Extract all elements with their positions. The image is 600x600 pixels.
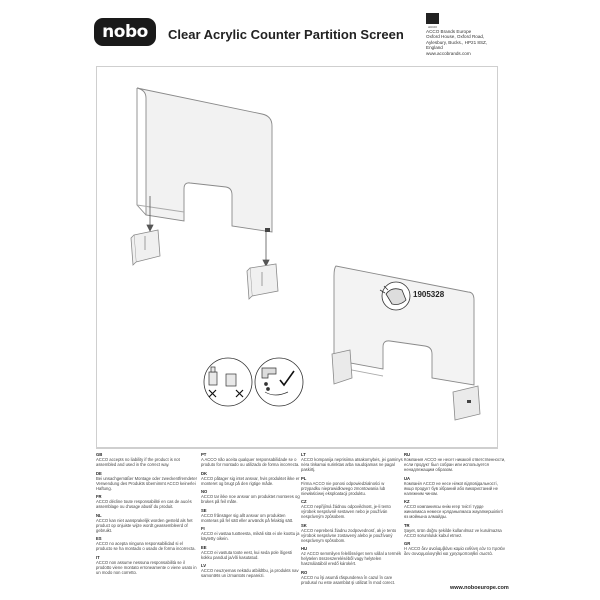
lang-code: TR bbox=[404, 522, 410, 528]
feet-stand bbox=[131, 230, 278, 299]
lang-code: DK bbox=[201, 470, 208, 476]
lang-text: Η ACCO δεν αναλαμβάνει καμία ευθύνη εάν το προϊόν δεν συναρμολογηθεί και χρησιμοποιηθεί σωστά. bbox=[404, 546, 505, 556]
lang-block bbox=[201, 545, 303, 560]
lang-code: EE bbox=[201, 544, 207, 550]
lang-code: PL bbox=[301, 475, 307, 481]
lang-text: ACCO nu îşi asumă răspunderea în cazul în care produsul nu este asamblat şi utilizat în mod corect. bbox=[301, 574, 396, 585]
lang-block bbox=[404, 499, 506, 519]
lang-text: Bei unsachgemäßer Montage oder zweckentfremdeter Verwendung des Produkts übernimmt ACCO keinerlei Haftung. bbox=[96, 475, 198, 491]
page-title: Clear Acrylic Counter Partition Screen bbox=[168, 27, 404, 42]
partition-screen-assembled bbox=[334, 266, 474, 385]
disclaimer-column-1 bbox=[96, 452, 198, 578]
disclaimer-column-3 bbox=[301, 452, 403, 588]
address-line: Aylesbury, Bucks., HP21 8SZ, bbox=[426, 39, 488, 45]
lang-text: ACCO компаниясы өнім егер тиісті түрде жиналмаса немесе қолданылмаса жауапкершілікті өз мойнына алмайды. bbox=[404, 504, 503, 519]
lang-block bbox=[96, 494, 198, 509]
product-code-label: 1905328 bbox=[413, 290, 445, 299]
address-line: England bbox=[426, 45, 443, 51]
lang-code: SK bbox=[301, 522, 307, 528]
lang-block bbox=[201, 471, 303, 486]
address-line: ACCO Brands Europe bbox=[426, 29, 472, 34]
divider bbox=[96, 448, 498, 449]
address-line: www.accobrands.com bbox=[426, 50, 471, 56]
lang-block bbox=[96, 513, 198, 533]
lang-text: A ACCO não aceita qualquer responsabilidade se o produto for montado ou utilizado de forma incorrecta. bbox=[201, 457, 300, 467]
lang-code: LT bbox=[301, 452, 306, 457]
lang-text: ACCO no acepta ninguna responsabilidad si el producto se ha montado o usado de forma incorrecta. bbox=[96, 541, 196, 551]
lang-block bbox=[301, 452, 403, 472]
care-icons bbox=[204, 358, 303, 406]
lang-block bbox=[301, 546, 403, 566]
lang-code: DE bbox=[96, 470, 102, 476]
lang-text: Az ACCO semmilyen felelősséget nem vállal a termék helytelen összeszereléséből vagy helytelen használatából eredő károkért. bbox=[301, 551, 402, 566]
lang-code: NL bbox=[96, 512, 102, 518]
lang-block bbox=[301, 570, 403, 585]
lang-text: ACCO nepreberá žiadnu zodpovednosť, ak je tento výrobok nesprávne zostavený alebo je používaný nesprávnym spôsobom. bbox=[301, 527, 397, 543]
lang-text: Компанія ACCO не несе ніякої відповідальності, якщо продукт був зібраний або використаний не належним чином. bbox=[404, 480, 498, 496]
lang-block bbox=[201, 563, 303, 578]
lang-text: ACCO accepts no liability if the product is not assembled and used in the correct way. bbox=[96, 457, 180, 467]
lang-code: HU bbox=[301, 546, 308, 551]
logo-text: nobo bbox=[102, 22, 148, 42]
website-link[interactable]: www.noboeurope.com bbox=[450, 585, 509, 591]
disclaimer-column-2 bbox=[201, 452, 303, 582]
lang-code: PT bbox=[201, 452, 207, 457]
lang-block bbox=[404, 523, 506, 538]
lang-text: Firma ACCO nie ponosi odpowiedzialności w przypadku nieprawidłowego zmontowania lub niewłaściwej eksploatacji produktu. bbox=[301, 480, 386, 496]
lang-code: CZ bbox=[301, 499, 307, 504]
lang-text: ACCO ei vastaa tuotteesta, mikäli sitä ei ole koottu ja käytetty oikein. bbox=[201, 531, 300, 541]
lang-block bbox=[404, 476, 506, 496]
lang-text: ACCO nepřijímá žádnou odpovědnost, je-li tento výrobek nesprávně sestaven nebo je používán nesprávným způsobem. bbox=[301, 504, 391, 519]
lang-text: ACCO décline toute responsabilité en cas de aucés assemblage ou d'usage abusif du produit. bbox=[96, 499, 192, 509]
lang-code: LV bbox=[201, 563, 207, 568]
lang-code: UA bbox=[404, 475, 411, 481]
lang-block bbox=[96, 555, 198, 575]
lang-code: RU bbox=[404, 452, 411, 457]
lang-code: FI bbox=[201, 526, 205, 531]
lang-block bbox=[301, 476, 403, 496]
lang-block bbox=[301, 499, 403, 519]
lang-code: SE bbox=[201, 507, 207, 513]
lang-block bbox=[404, 452, 506, 472]
lang-text: ACCO non assume nessuna responsabilità se il prodotto viene montato erroneamente o viene usato in un modo non corretto. bbox=[96, 559, 197, 575]
lang-block bbox=[201, 452, 303, 467]
lang-text: ACCO kan niet aansprakelijk worden gesteld als het product op onjuiste wijze wordt geassembleerd of gebruikt. bbox=[96, 517, 193, 533]
address-line: Oxford House, Oxford Road, bbox=[426, 34, 485, 40]
lang-block bbox=[96, 536, 198, 551]
lang-code: GR bbox=[404, 541, 411, 546]
lang-text: Şayet, ürün doğru şekilde kullanılmaz ve kurulmazsa ACCO sorumluluk kabul etmez. bbox=[404, 527, 502, 538]
lang-text: ACCO kompanija neprisiima atsakomybės, jei gaminys nėra tinkamai surinktas arba naudojamas ne pagal paskirtį. bbox=[301, 457, 403, 472]
lang-code: NO bbox=[201, 489, 208, 494]
acco-logo-label: ACCO bbox=[428, 25, 437, 29]
disclaimer-column-4 bbox=[404, 452, 506, 560]
lang-text: ACCO påtager sig intet ansvar, hvis produktet ikke er monteret og brugt på den rigtige måde. bbox=[201, 475, 300, 486]
lang-code: RO bbox=[301, 569, 308, 575]
lang-text: ACCO tar ikke noe ansvar om produktet monteres og brukes på feil måte. bbox=[201, 494, 300, 504]
partition-screen-front bbox=[137, 88, 272, 232]
lang-block bbox=[301, 523, 403, 543]
lang-block bbox=[201, 489, 303, 504]
lang-code: GB bbox=[96, 452, 103, 457]
lang-block bbox=[96, 452, 198, 467]
lang-text: ACCO frånsäger sig allt ansvar om produkten monteras på fel sätt eller används på felaktig sätt. bbox=[201, 512, 294, 523]
lang-text: Компания ACCO не несет никакой ответственности, если продукт был собран или используется ненадлежащим образом. bbox=[404, 457, 506, 472]
lang-block bbox=[201, 508, 303, 523]
lang-block bbox=[201, 526, 303, 541]
lang-block bbox=[404, 541, 506, 556]
lang-block bbox=[96, 471, 198, 491]
lang-code: FR bbox=[96, 494, 102, 499]
lang-code: ES bbox=[96, 536, 102, 541]
lang-text: ACCO ei vastuta toote eest, kui seda pole õigesti kokku pandud ja/või kasutatud. bbox=[201, 549, 293, 560]
lang-code: KZ bbox=[404, 499, 410, 504]
lang-code: IT bbox=[96, 554, 100, 560]
lang-text: ACCO neuzņemas nekādu atbildību, ja produkts nav samontēts un izmantots nepareizi. bbox=[201, 568, 299, 578]
